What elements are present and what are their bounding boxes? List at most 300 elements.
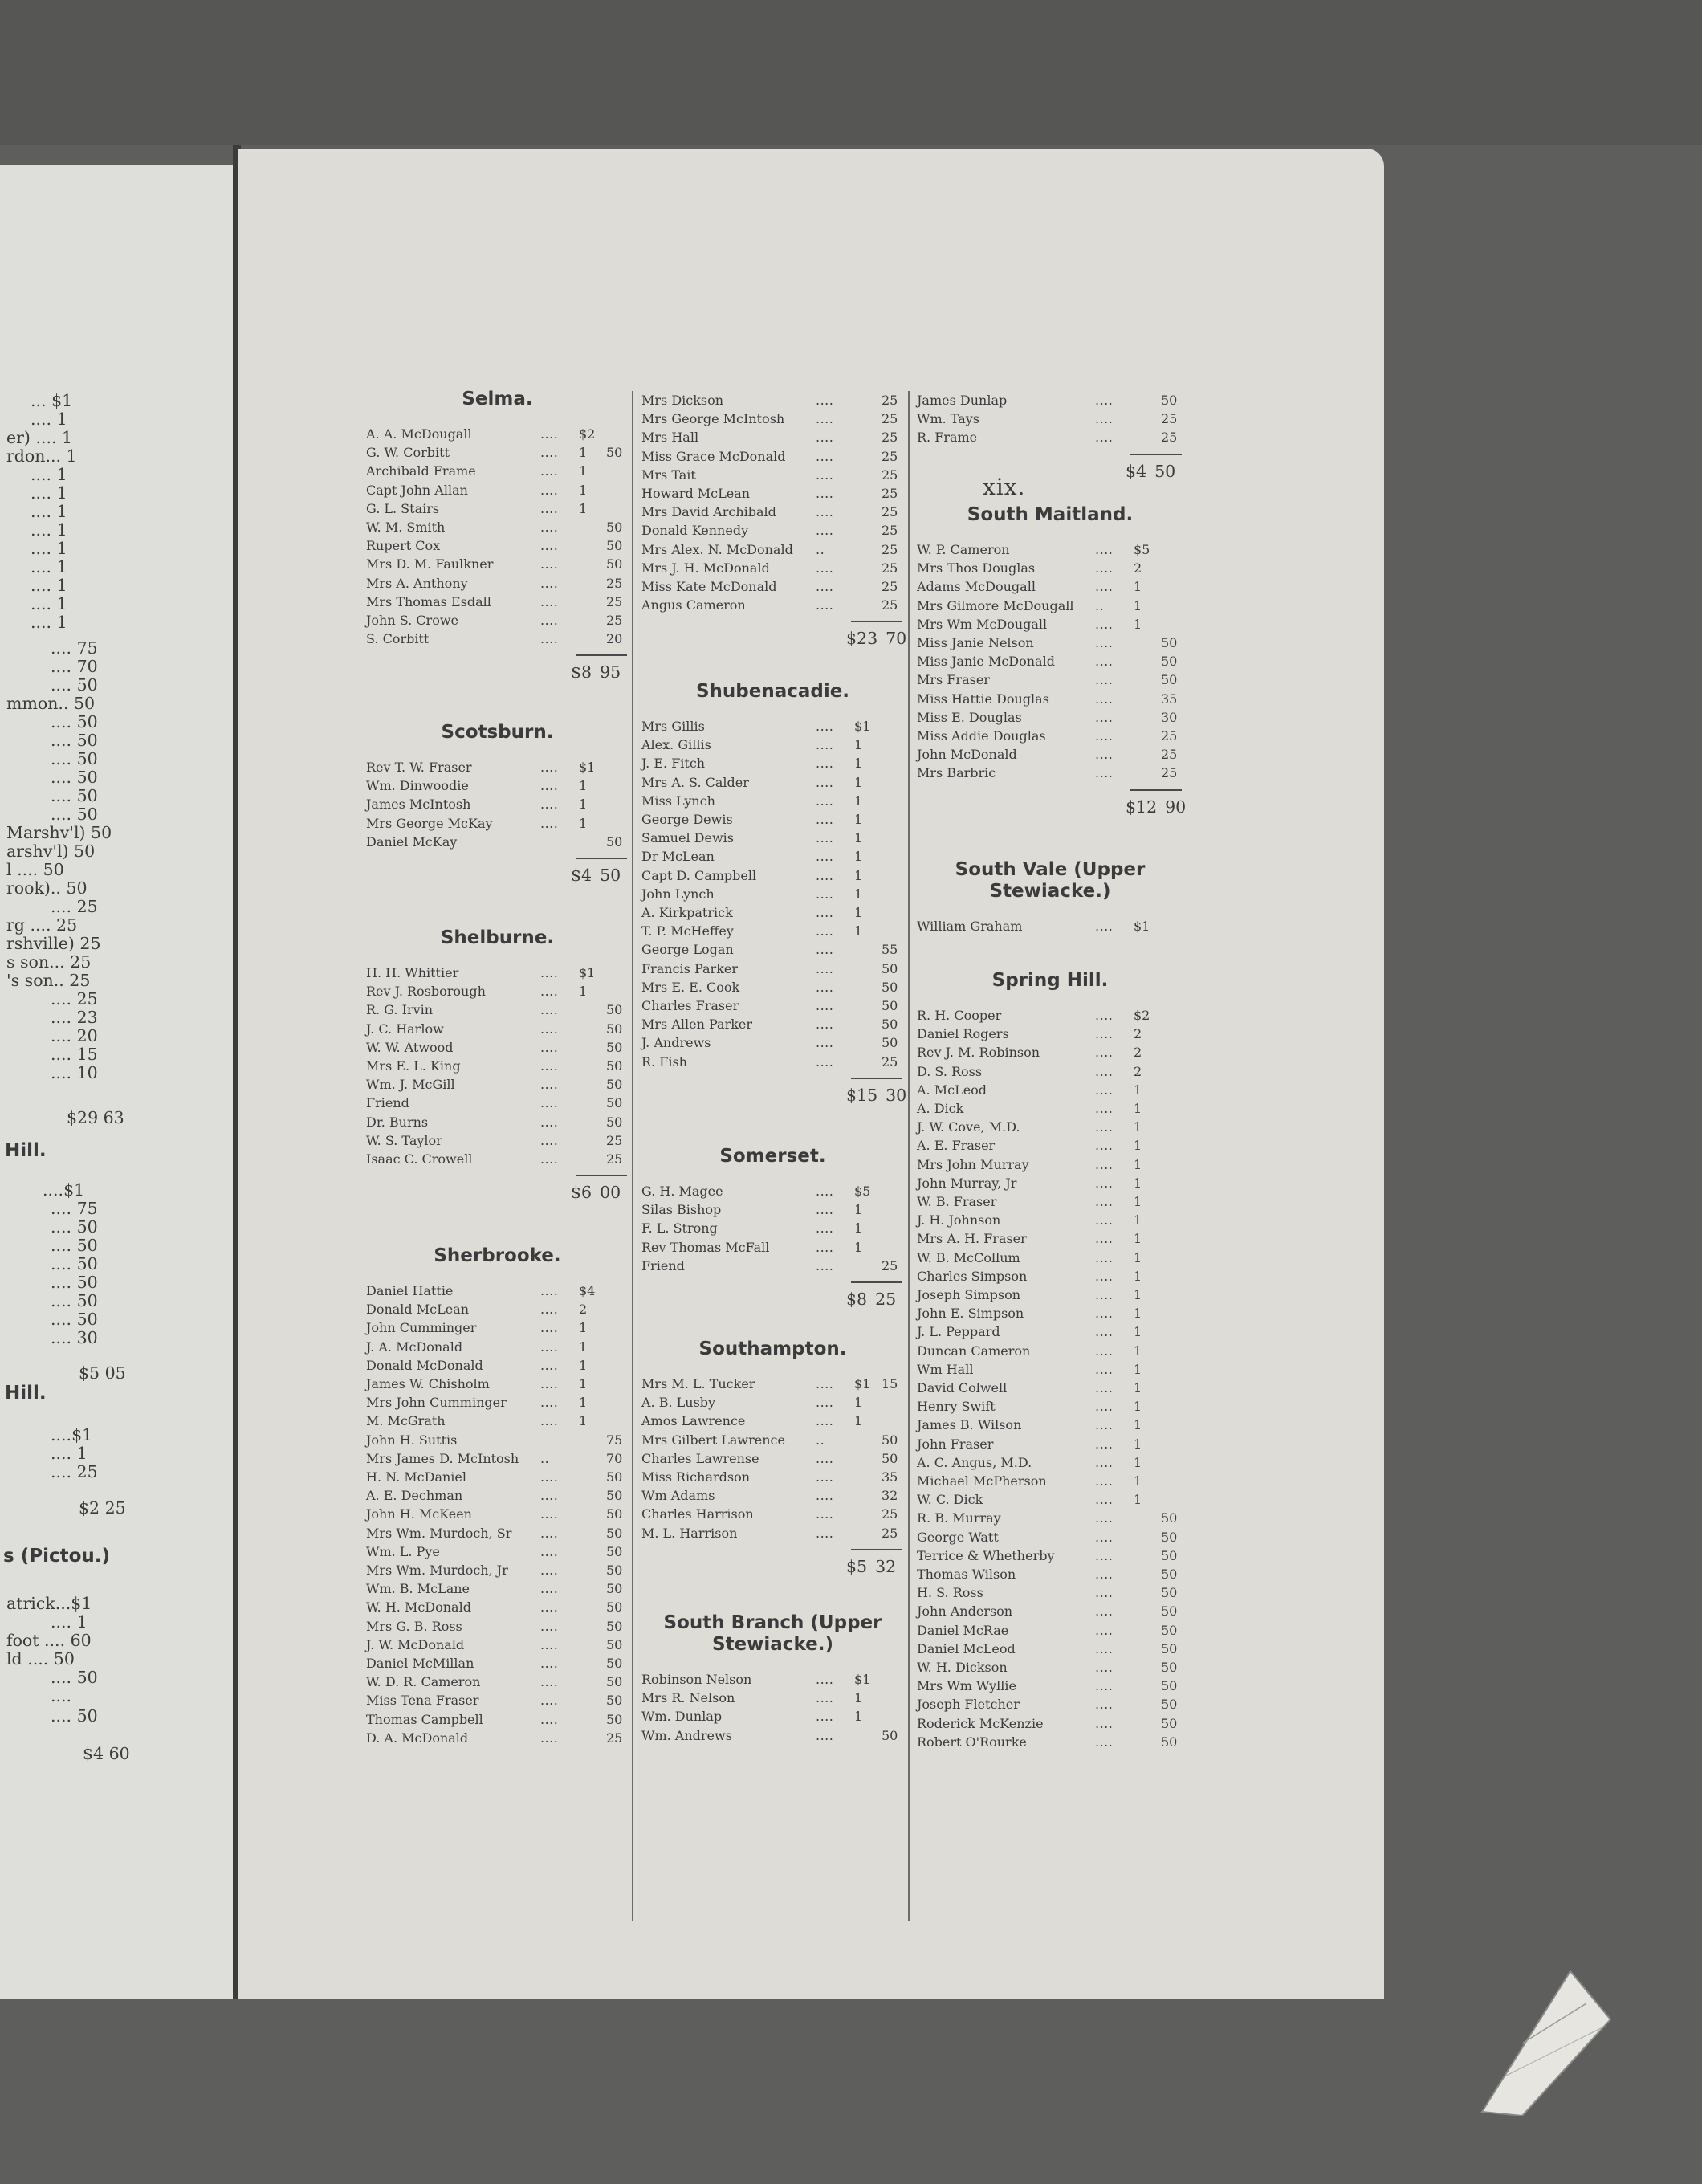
amount-dollars: 1 — [579, 445, 588, 461]
leader-dots: .... — [816, 1525, 834, 1541]
amount-dollars: 1 — [1134, 1473, 1142, 1489]
subscriber-name: Mrs Wm McDougall — [917, 616, 1048, 632]
leader-dots: .... — [816, 960, 834, 976]
leader-dots: .... — [540, 1563, 559, 1578]
leader-dots: .... — [540, 1525, 559, 1541]
leader-dots: .... — [816, 1376, 834, 1391]
leader-dots: .... — [540, 1039, 559, 1055]
left-fragment-row: .... 50 — [51, 1236, 98, 1255]
subscriber-row — [366, 1113, 632, 1131]
subscriber-name: Mrs Tait — [641, 467, 696, 483]
section-heading: Shubenacadie. — [695, 681, 850, 702]
leader-dots: .... — [1095, 1454, 1114, 1470]
section-total — [571, 866, 621, 885]
section-heading: Selma. — [462, 389, 533, 410]
subscriber-row — [366, 1057, 632, 1075]
total-cents: 32 — [875, 1556, 897, 1576]
amount-dollars: 1 — [1134, 1212, 1142, 1228]
subscriber-row — [366, 814, 632, 833]
leader-dots: .... — [816, 1488, 834, 1504]
amount-dollars: 1 — [1134, 1380, 1142, 1396]
subscriber-name: Mrs M. L. Tucker — [641, 1376, 755, 1391]
leader-dots: .... — [540, 1376, 559, 1391]
left-fragment-row: .... 15 — [51, 1045, 98, 1064]
subscriber-row — [917, 634, 1187, 652]
leader-dots: .... — [816, 793, 834, 809]
amount-cents: 25 — [882, 597, 898, 613]
leader-dots: .... — [1095, 1380, 1114, 1396]
subscriber-row — [641, 792, 907, 810]
subscriber-name: David Colwell — [917, 1380, 1008, 1396]
subscriber-name: Rev J. Rosborough — [366, 984, 486, 1000]
amount-dollars: 1 — [1134, 1101, 1142, 1116]
amount-dollars: $2 — [579, 426, 596, 442]
subscriber-name: Mrs Gilbert Lawrence — [641, 1432, 785, 1448]
subscriber-name: Miss Lynch — [641, 793, 715, 809]
amount-dollars: 1 — [1134, 1231, 1142, 1247]
leader-dots: .... — [540, 1002, 559, 1018]
subscriber-name: S. Corbitt — [366, 631, 430, 647]
subscriber-row — [917, 1006, 1187, 1025]
amount-cents: 50 — [1161, 1529, 1178, 1545]
amount-cents: 25 — [882, 541, 898, 557]
amount-dollars: 1 — [1134, 1361, 1142, 1377]
amount-dollars: 1 — [854, 830, 863, 846]
subscriber-row — [366, 1636, 632, 1654]
subscriber-name: Mrs Thos Douglas — [917, 560, 1036, 577]
leader-dots: .... — [816, 1202, 834, 1218]
leader-dots: .... — [1095, 672, 1114, 688]
amount-dollars: $1 — [579, 760, 596, 775]
leader-dots: .... — [816, 1017, 834, 1033]
amount-cents: 50 — [1161, 1585, 1178, 1601]
leader-dots: .... — [816, 1239, 834, 1255]
amount-dollars: 1 — [854, 1239, 863, 1255]
leader-dots: .... — [540, 1693, 559, 1709]
amount-dollars: 1 — [854, 793, 863, 809]
leader-dots: .... — [1095, 1101, 1114, 1116]
subscriber-row — [641, 1033, 907, 1052]
leader-dots: .... — [1095, 1436, 1114, 1452]
subscriber-row — [917, 670, 1187, 689]
subscriber-name: Rev Thomas McFall — [641, 1239, 770, 1255]
subscriber-row — [641, 1412, 907, 1430]
subscriber-name: John S. Crowe — [366, 613, 458, 628]
leader-dots: .... — [540, 760, 559, 775]
subscriber-name: Wm. Andrews — [641, 1727, 732, 1743]
subscriber-name: J. W. Cove, M.D. — [917, 1119, 1020, 1135]
leader-dots: .... — [816, 923, 834, 939]
subscriber-name: John Anderson — [917, 1603, 1013, 1620]
amount-dollars: 1 — [579, 1376, 588, 1391]
subscriber-row — [917, 1322, 1187, 1341]
amount-cents: 25 — [882, 430, 898, 446]
leader-dots: .... — [540, 984, 559, 1000]
subscriber-row — [366, 518, 632, 536]
subscriber-name: Wm. Dinwoodie — [366, 778, 469, 794]
leader-dots: .... — [1095, 1585, 1114, 1601]
subscriber-name: Silas Bishop — [641, 1202, 722, 1218]
subscriber-name: W. P. Cameron — [917, 542, 1010, 557]
subscriber-row — [641, 1524, 907, 1542]
leader-dots: .... — [1095, 1249, 1114, 1265]
leader-dots: .... — [540, 500, 559, 516]
left-fragment-row: ld .... 50 — [6, 1649, 75, 1669]
leader-dots: .... — [1095, 765, 1114, 781]
subscriber-row — [366, 1300, 632, 1318]
leader-dots: .... — [816, 393, 834, 408]
subscriber-name: W. B. McCollum — [917, 1249, 1020, 1265]
subscriber-row — [917, 1304, 1187, 1322]
amount-cents: 70 — [606, 1450, 623, 1466]
subscriber-name: W. H. Dickson — [917, 1660, 1008, 1675]
amount-cents: 50 — [1161, 672, 1178, 688]
subscriber-row — [641, 1431, 907, 1449]
subscriber-name: Wm Hall — [917, 1361, 974, 1377]
amount-cents: 50 — [606, 1039, 623, 1055]
leader-dots: .... — [540, 1395, 559, 1411]
subscriber-name: Wm. L. Pye — [366, 1543, 440, 1559]
left-fragment-row: .... 50 — [51, 1668, 98, 1687]
subscriber-row — [917, 727, 1187, 745]
subscriber-row — [917, 917, 1187, 935]
subscriber-name: A. Dick — [917, 1101, 964, 1116]
subscriber-row — [641, 1393, 907, 1412]
left-fragment-row: .... 50 — [51, 786, 98, 805]
subscriber-name: Mrs A. S. Calder — [641, 774, 749, 790]
subscriber-row — [366, 1356, 632, 1375]
amount-cents: 50 — [606, 1021, 623, 1037]
amount-dollars: 1 — [579, 500, 588, 516]
leader-dots: .... — [540, 778, 559, 794]
leader-dots: .... — [1095, 1045, 1114, 1061]
left-fragment-row: .... 1 — [31, 410, 67, 429]
amount-cents: 15 — [882, 1376, 898, 1391]
subscriber-row — [366, 1505, 632, 1523]
subscriber-name: Adams McDougall — [917, 579, 1036, 595]
subscriber-name: Capt John Allan — [366, 482, 468, 498]
leader-dots: .... — [816, 1395, 834, 1411]
amount-cents: 25 — [882, 393, 898, 408]
leader-dots: .... — [540, 1077, 559, 1093]
subscriber-name: Mrs Alex. N. McDonald — [641, 541, 793, 557]
subscriber-name: Charles Lawrense — [641, 1450, 759, 1466]
leader-dots: .... — [1095, 393, 1114, 408]
amount-cents: 25 — [882, 504, 898, 520]
left-fragment-row: ... $1 — [31, 391, 73, 410]
leader-dots: .... — [1095, 709, 1114, 725]
subscriber-name: Dr McLean — [641, 849, 715, 865]
amount-cents: 35 — [882, 1469, 898, 1485]
amount-dollars: $1 — [1134, 919, 1150, 934]
section-heading: Scotsburn. — [441, 722, 554, 743]
left-fragment-row: arshv'l) 50 — [6, 841, 96, 861]
leader-dots: .... — [816, 411, 834, 427]
subscriber-name: H. S. Ross — [917, 1585, 983, 1601]
leader-dots: .... — [816, 504, 834, 520]
subscriber-row — [917, 1379, 1187, 1397]
subscriber-name: Duncan Cameron — [917, 1343, 1031, 1359]
leader-dots: .... — [1095, 728, 1114, 744]
amount-dollars: 1 — [1134, 1175, 1142, 1191]
amount-dollars: 2 — [1134, 560, 1142, 577]
subscriber-row — [917, 615, 1187, 634]
leader-dots: .... — [540, 1543, 559, 1559]
section-heading: South Vale (Upper Stewiacke.) — [955, 859, 1146, 902]
left-fragment-row: .... 1 — [31, 483, 67, 503]
subscriber-row — [366, 499, 632, 518]
subscriber-row — [366, 1281, 632, 1300]
amount-cents: 32 — [882, 1488, 898, 1504]
left-fragment-row: .... 50 — [51, 1273, 98, 1292]
amount-cents: 25 — [606, 593, 623, 609]
subscriber-name: Mrs James D. McIntosh — [366, 1450, 519, 1466]
amount-dollars: 1 — [854, 737, 863, 753]
leader-dots: .... — [816, 1727, 834, 1743]
leader-dots: .... — [540, 1488, 559, 1504]
left-fragment-row: $29 63 — [67, 1108, 124, 1127]
amount-cents: 50 — [1161, 1640, 1178, 1656]
left-fragment-row: .... 1 — [51, 1444, 88, 1463]
subscriber-row — [641, 1707, 907, 1726]
leader-dots: .... — [540, 1730, 559, 1746]
total-dollars: $8 — [846, 1290, 868, 1309]
subscriber-name: G. W. Corbitt — [366, 445, 450, 461]
subscriber-name: Donald Kennedy — [641, 523, 749, 539]
subscriber-row — [366, 1375, 632, 1393]
leader-dots: .... — [1095, 1567, 1114, 1582]
left-fragment-row: rg .... 25 — [6, 915, 78, 935]
leader-dots: .... — [816, 719, 834, 734]
subscriber-row — [917, 1695, 1187, 1713]
leader-dots: .... — [540, 815, 559, 831]
amount-cents: 20 — [606, 631, 623, 647]
subscriber-name: Thomas Wilson — [917, 1567, 1016, 1582]
amount-cents: 50 — [1161, 1678, 1178, 1694]
document-page — [238, 149, 1384, 1999]
subscriber-name: Rev J. M. Robinson — [917, 1045, 1040, 1061]
left-fragment-row: .... 1 — [31, 594, 67, 613]
left-fragment-row: mmon.. 50 — [6, 694, 96, 713]
total-rule — [1130, 789, 1182, 791]
subscriber-row — [641, 1726, 907, 1745]
amount-dollars: $1 — [854, 1376, 871, 1391]
leader-dots: .... — [816, 867, 834, 883]
subscriber-row — [366, 1338, 632, 1356]
leader-dots: .... — [1095, 1697, 1114, 1713]
subscriber-name: John Lynch — [641, 886, 715, 902]
subscriber-name: J. A. McDonald — [366, 1339, 463, 1355]
leader-dots: .... — [1095, 1399, 1114, 1415]
subscriber-row — [366, 1020, 632, 1038]
leader-dots: .... — [1095, 579, 1114, 595]
subscriber-row — [366, 1729, 632, 1747]
left-fragment-row: rdon... 1 — [6, 446, 77, 466]
leader-dots: .... — [816, 1709, 834, 1725]
subscriber-name: Wm. J. McGill — [366, 1077, 455, 1093]
subscriber-row — [917, 708, 1187, 727]
subscriber-row — [917, 1435, 1187, 1453]
subscriber-name: Mrs Barbric — [917, 765, 996, 781]
leader-dots: .. — [816, 541, 825, 557]
subscriber-row — [366, 1579, 632, 1598]
total-rule — [851, 1281, 902, 1283]
subscriber-row — [641, 847, 907, 866]
amount-cents: 50 — [606, 520, 623, 535]
left-fragment-row: .... 1 — [31, 557, 67, 577]
subscriber-name: Terrice & Whetherby — [917, 1547, 1055, 1563]
subscriber-name: D. S. Ross — [917, 1063, 983, 1079]
leader-dots: .... — [1095, 1082, 1114, 1098]
subscriber-name: Mrs A. Anthony — [366, 575, 468, 591]
amount-cents: 25 — [882, 1257, 898, 1273]
subscriber-name: Joseph Fletcher — [917, 1697, 1020, 1713]
amount-dollars: 1 — [854, 923, 863, 939]
amount-dollars: 1 — [579, 1413, 588, 1429]
subscriber-row — [366, 1075, 632, 1094]
amount-dollars: 1 — [1134, 1324, 1142, 1340]
amount-cents: 30 — [1161, 709, 1178, 725]
subscriber-row — [641, 521, 907, 540]
subscriber-row — [366, 1673, 632, 1691]
leader-dots: .... — [540, 1636, 559, 1652]
amount-dollars: 1 — [1134, 597, 1142, 613]
subscriber-name: A. E. Dechman — [366, 1488, 463, 1504]
subscriber-row — [917, 1397, 1187, 1416]
subscriber-row — [641, 885, 907, 903]
leader-dots: .... — [540, 1320, 559, 1336]
amount-dollars: 1 — [579, 778, 588, 794]
leader-dots: .... — [1095, 1603, 1114, 1620]
subscriber-row — [917, 1714, 1187, 1733]
subscriber-row — [917, 1546, 1187, 1565]
subscriber-name: Angus Cameron — [641, 597, 746, 613]
subscriber-row — [641, 866, 907, 885]
subscriber-row — [641, 735, 907, 754]
subscriber-name: John H. Suttis — [366, 1432, 458, 1448]
leader-dots: .... — [1095, 1734, 1114, 1750]
total-dollars: $6 — [571, 1183, 592, 1203]
leader-dots: .... — [540, 482, 559, 498]
subscriber-name: Archibald Frame — [366, 463, 476, 479]
subscriber-row — [917, 652, 1187, 670]
subscriber-row — [917, 1081, 1187, 1099]
subscriber-name: Michael McPherson — [917, 1473, 1047, 1489]
leader-dots: .... — [816, 467, 834, 483]
subscriber-name: Mrs R. Nelson — [641, 1690, 735, 1706]
leader-dots: .... — [816, 1690, 834, 1706]
leader-dots: .... — [816, 1257, 834, 1273]
amount-cents: 25 — [882, 523, 898, 539]
total-dollars: $4 — [571, 866, 592, 885]
amount-dollars: 1 — [854, 756, 863, 772]
left-fragment-row: .... 1 — [51, 1612, 88, 1632]
left-fragment-row: atrick...$1 — [6, 1594, 92, 1613]
amount-cents: 25 — [882, 448, 898, 464]
subscriber-name: Samuel Dewis — [641, 830, 734, 846]
left-fragment-row: .... 23 — [51, 1008, 98, 1027]
subscriber-row — [366, 1542, 632, 1561]
subscriber-name: W. S. Taylor — [366, 1132, 442, 1148]
subscriber-row — [917, 1342, 1187, 1360]
amount-cents: 25 — [1161, 728, 1178, 744]
subscriber-row — [917, 1677, 1187, 1695]
amount-cents: 50 — [606, 1469, 623, 1485]
leader-dots: .... — [540, 613, 559, 628]
subscriber-row — [917, 410, 1187, 428]
total-dollars: $5 — [846, 1556, 868, 1576]
left-fragment-heading: s (Pictou.) — [3, 1546, 111, 1567]
amount-dollars: 1 — [854, 1220, 863, 1237]
leader-dots: .... — [1095, 1678, 1114, 1694]
leader-dots: .... — [816, 1506, 834, 1522]
subscriber-name: J. C. Harlow — [366, 1021, 444, 1037]
subscriber-row — [366, 425, 632, 443]
left-fragment-row: .... 30 — [51, 1328, 98, 1347]
amount-cents: 50 — [882, 1432, 898, 1448]
total-rule — [576, 1175, 627, 1176]
leader-dots: .... — [816, 486, 834, 501]
subscriber-row — [366, 1710, 632, 1729]
amount-dollars: 1 — [854, 1413, 863, 1429]
left-fragment-row: .... 50 — [51, 1291, 98, 1310]
leader-dots: .... — [540, 1114, 559, 1130]
subscriber-name: Miss Grace McDonald — [641, 448, 786, 464]
amount-cents: 50 — [606, 1581, 623, 1597]
leader-dots: .... — [1095, 654, 1114, 670]
subscriber-name: Mrs Allen Parker — [641, 1017, 753, 1033]
leader-dots: .... — [540, 1711, 559, 1727]
amount-cents: 50 — [1161, 1567, 1178, 1582]
left-fragment-row: .... 50 — [51, 805, 98, 824]
leader-dots: .. — [1095, 597, 1105, 613]
subscriber-name: M. McGrath — [366, 1413, 446, 1429]
leader-dots: .... — [1095, 635, 1114, 650]
subscriber-name: M. L. Harrison — [641, 1525, 738, 1541]
subscriber-name: Miss Janie Nelson — [917, 635, 1034, 650]
leader-dots: .... — [816, 998, 834, 1013]
leader-dots: .... — [1095, 1268, 1114, 1284]
amount-cents: 50 — [1161, 393, 1178, 408]
left-fragment-row: .... 75 — [51, 638, 98, 658]
subscriber-name: W. W. Atwood — [366, 1039, 454, 1055]
leader-dots: .... — [540, 445, 559, 461]
subscriber-row — [917, 1583, 1187, 1602]
amount-cents: 25 — [606, 575, 623, 591]
amount-dollars: 1 — [854, 774, 863, 790]
subscriber-name: Mrs Wm Wyllie — [917, 1678, 1016, 1694]
leader-dots: .... — [540, 1283, 559, 1298]
subscriber-name: George Dewis — [641, 812, 733, 827]
leader-dots: .... — [540, 1674, 559, 1690]
left-fragment-row: .... 1 — [31, 465, 67, 484]
amount-dollars: 1 — [1134, 1082, 1142, 1098]
total-rule — [851, 1078, 902, 1079]
leader-dots: .... — [540, 426, 559, 442]
subscriber-name: Wm Adams — [641, 1488, 715, 1504]
subscriber-row — [641, 717, 907, 735]
subscriber-name: A. B. Lusby — [641, 1395, 716, 1411]
total-cents: 25 — [875, 1290, 897, 1309]
section-heading: South Maitland. — [967, 504, 1134, 525]
left-fragment-row: .... 1 — [31, 502, 67, 521]
amount-cents: 50 — [606, 1636, 623, 1652]
subscriber-row — [917, 1118, 1187, 1136]
subscriber-row — [641, 1200, 907, 1219]
leader-dots: .... — [816, 1450, 834, 1466]
amount-dollars: 1 — [1134, 1417, 1142, 1433]
amount-cents: 25 — [882, 560, 898, 576]
